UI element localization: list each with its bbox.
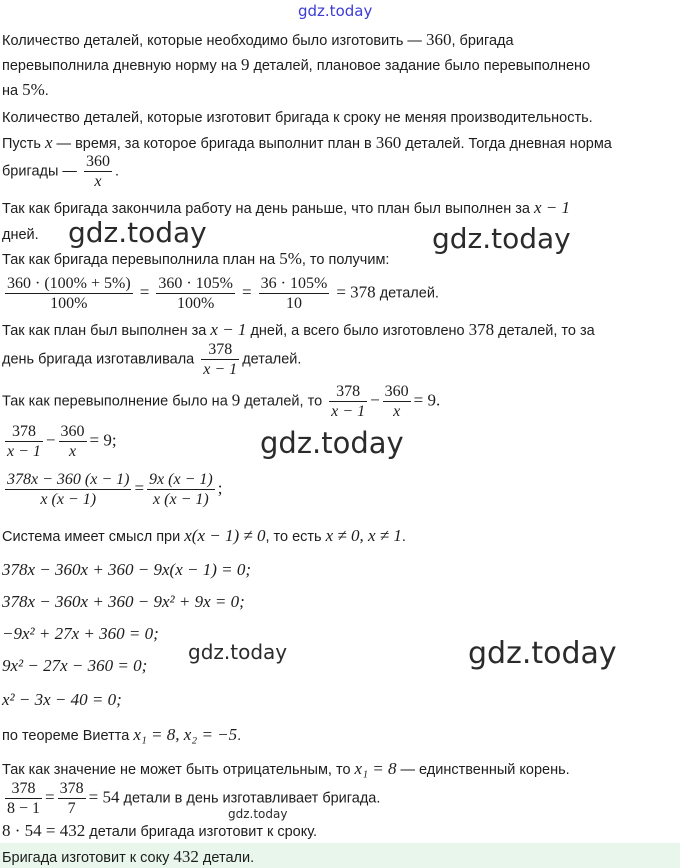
equation-line: 9x² − 27x − 360 = 0; — [2, 656, 148, 675]
fraction: $\frac{378}{8 - 1}$ — [7, 780, 41, 817]
equation-line: −9x² + 27x + 360 = 0; — [2, 624, 159, 643]
equation-line: 378x − 360x + 360 − 9x² + 9x = 0; — [2, 592, 245, 611]
formula-line: Так как перевыполнение было на 9 деталей, то $\frac{378}{x - 1}$ − $\frac{360}{x}$ = 9. — [2, 383, 441, 420]
fraction: $\frac{360 \cdot (100\% + 5\%)}{100\%}$ — [7, 275, 131, 312]
text-line: по теореме Виетта x₁ = 8, x₂ = −5. — [2, 725, 242, 744]
text-line: 8 · 54 = 432 детали бригада изготовит к сроку. — [2, 821, 318, 840]
text-line: Количество деталей, которые необходимо было изготовить — 360, бригада — [2, 30, 514, 49]
text-line: Количество деталей, которые изготовит бригада к сроку не меняя производительность. — [2, 110, 593, 126]
formula-line: день бригада изготавливала $\frac{378}{x - 1}$ деталей. — [2, 341, 302, 378]
text-line: на 5%. — [2, 80, 49, 99]
fraction: $\frac{360}{x}$ — [85, 153, 110, 190]
text-line: Так как бригада закончила работу на день раньше, что план был выполнен за x − 1 — [2, 198, 571, 217]
fraction: $\frac{378}{x - 1}$ — [203, 341, 238, 378]
fraction: $\frac{9x (x - 1)}{x (x - 1)}$ — [149, 471, 213, 508]
text-line: Так как бригада перевыполнила план на 5%, то получим: — [2, 249, 390, 268]
text-line: перевыполнила дневную норму на 9 деталей, плановое задание было перевыполнено — [2, 55, 591, 74]
text-line: дней. — [2, 227, 39, 243]
text-line: Система имеет смысл при x(x − 1) ≠ 0, то есть x ≠ 0, x ≠ 1. — [2, 526, 406, 545]
watermark: gdz.today — [468, 636, 617, 671]
fraction: $\frac{378x - 360 (x - 1)}{x (x - 1)}$ — [7, 471, 130, 508]
watermark: gdz.today — [68, 216, 207, 249]
header-watermark[interactable]: gdz.today — [298, 2, 373, 20]
watermark: gdz.today — [432, 222, 571, 255]
fraction: $\frac{36 \cdot 105\%}{10}$ — [260, 275, 328, 312]
fraction: $\frac{360}{x}$ — [60, 423, 85, 460]
text-line: Так как план был выполнен за x − 1 дней, а всего было изготовлено 378 деталей, то за — [2, 320, 595, 339]
text-line: Пусть x — время, за которое бригада выполнит план в 360 деталей. Тогда дневная норма — [2, 133, 612, 152]
watermark: gdz.today — [228, 807, 288, 821]
formula-line: $\frac{378}{x - 1}$ − $\frac{360}{x}$ = 9; — [7, 423, 117, 460]
answer-text: Бригада изготовит к соку 432 детали. — [2, 847, 255, 866]
watermark: gdz.today — [260, 426, 404, 460]
fraction: $\frac{360 \cdot 105\%}{100\%}$ — [158, 275, 233, 312]
watermark: gdz.today — [188, 640, 288, 664]
fraction: $\frac{360}{x}$ — [384, 383, 409, 420]
fraction: $\frac{378}{x - 1}$ — [331, 383, 366, 420]
formula-line: $\frac{378x - 360 (x - 1)}{x (x - 1)}$ = $\frac{9x (x - 1)}{x (x - 1)}$ ; — [7, 471, 223, 508]
equation-line: x² − 3x − 40 = 0; — [2, 690, 122, 709]
formula-line: $\frac{360 \cdot (100\% + 5\%)}{100\%}$ = $\frac{360 \cdot 105\%}{100\%}$ = $\frac{36 \cdot 105\%}{10}$ = 378 деталей. — [7, 275, 439, 312]
fraction: $\frac{378}{x - 1}$ — [7, 423, 41, 460]
answer-box — [0, 843, 680, 868]
fraction: $\frac{378}{7}$ — [59, 780, 84, 817]
formula-line: $\frac{378}{8 - 1}$ = $\frac{378}{7}$ = 54 детали в день изготавливает бригада. — [7, 780, 381, 817]
text-line: Так как значение не может быть отрицательным, то x₁ = 8 — единственный корень. — [2, 759, 570, 778]
formula-line: бригады — $\frac{360}{x}$ . — [2, 153, 119, 190]
equation-line: 378x − 360x + 360 − 9x(x − 1) = 0; — [2, 560, 252, 579]
